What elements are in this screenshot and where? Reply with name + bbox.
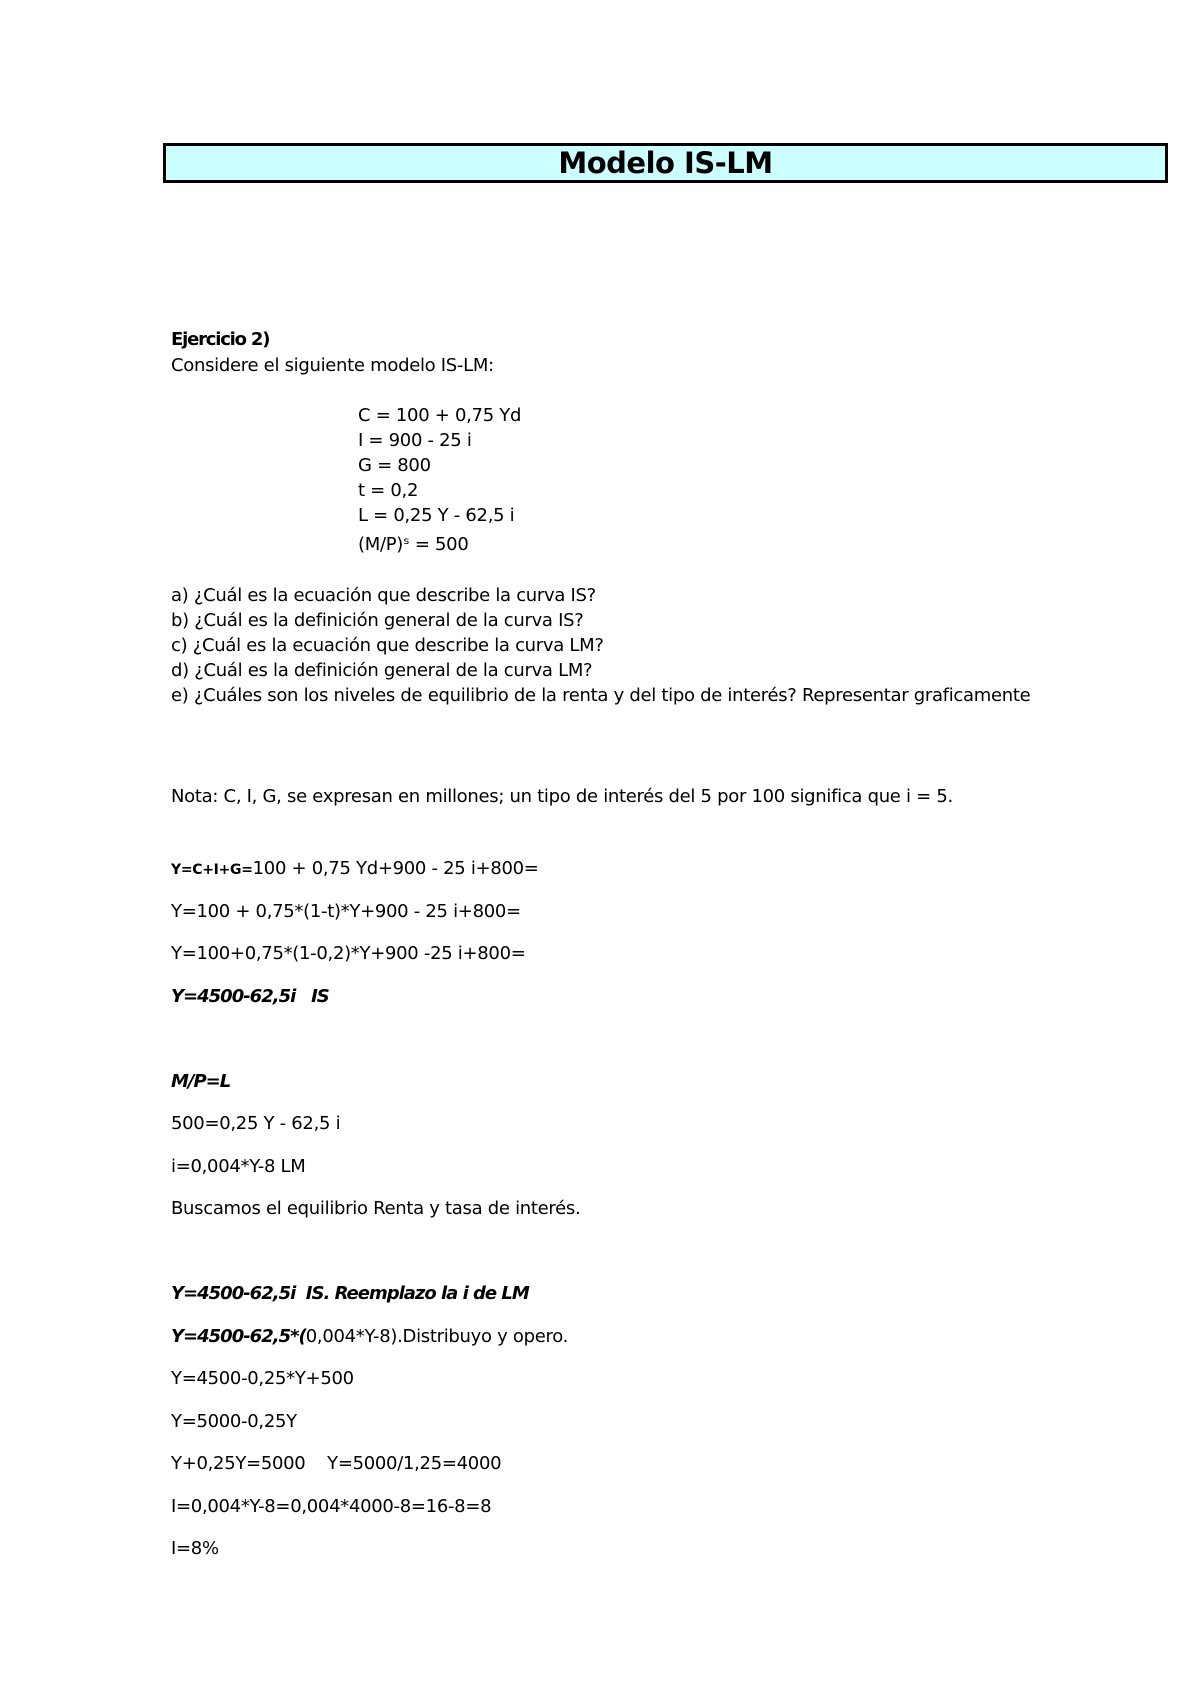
substitution-bold-part: Y=4500-62,5*( [171, 1326, 306, 1347]
substitution-rest: 0,004*Y-8).Distribuyo y opero. [305, 1326, 569, 1347]
equation-money-demand: L = 0,25 Y - 62,5 i [358, 505, 515, 526]
lm-curve-result: i=0,004*Y-8 LM [171, 1156, 306, 1177]
equation-tax: t = 0,2 [358, 480, 419, 501]
equilibrium-search-text: Buscamos el equilibrio Renta y tasa de interés. [171, 1198, 581, 1219]
is-derivation-line-1 [171, 858, 539, 881]
substitution-line-1: Y=4500-62,5i IS. Reemplazo la i de LM [171, 1283, 529, 1304]
title-banner [163, 143, 1168, 183]
question-c: c) ¿Cuál es la ecuación que describe la curva LM? [171, 635, 604, 656]
solution-step-2: Y=5000-0,25Y [171, 1411, 297, 1432]
solution-step-4: I=0,004*Y-8=0,004*4000-8=16-8=8 [171, 1496, 492, 1517]
equation-investment: I = 900 - 25 i [358, 430, 472, 451]
lm-equation: 500=0,25 Y - 62,5 i [171, 1113, 341, 1134]
is-derivation-line-3: Y=100+0,75*(1-0,2)*Y+900 -25 i+800= [171, 943, 526, 964]
equation-government: G = 800 [358, 455, 431, 476]
solution-step-5: I=8% [171, 1538, 219, 1559]
is-identity-rest: 100 + 0,75 Yd+900 - 25 i+800= [252, 858, 539, 879]
is-identity-label: Y=C+I+G= [171, 862, 253, 878]
lm-heading: M/P=L [171, 1071, 231, 1092]
question-b: b) ¿Cuál es la definición general de la curva IS? [171, 610, 584, 631]
question-e: e) ¿Cuáles son los niveles de equilibrio de la renta y del tipo de interés? Representar graficamente [171, 685, 1031, 706]
is-curve-result: Y=4500-62,5i IS [171, 986, 329, 1007]
exercise-intro: Considere el siguiente modelo IS-LM: [171, 355, 494, 376]
page-title: Modelo IS-LM [558, 146, 773, 180]
note-text: Nota: C, I, G, se expresan en millones; un tipo de interés del 5 por 100 significa que i = 5. [171, 786, 953, 807]
solution-step-1: Y=4500-0,25*Y+500 [171, 1368, 354, 1389]
solution-step-3: Y+0,25Y=5000 Y=5000/1,25=4000 [171, 1453, 502, 1474]
equation-consumption: C = 100 + 0,75 Yd [358, 405, 522, 426]
substitution-line-2 [171, 1326, 568, 1348]
question-a: a) ¿Cuál es la ecuación que describe la curva IS? [171, 585, 596, 606]
is-derivation-line-2: Y=100 + 0,75*(1-t)*Y+900 - 25 i+800= [171, 901, 521, 922]
exercise-heading: Ejercicio 2) [171, 329, 270, 350]
equation-money-supply: (M/P)ˢ = 500 [358, 534, 469, 555]
question-d: d) ¿Cuál es la definición general de la curva LM? [171, 660, 593, 681]
